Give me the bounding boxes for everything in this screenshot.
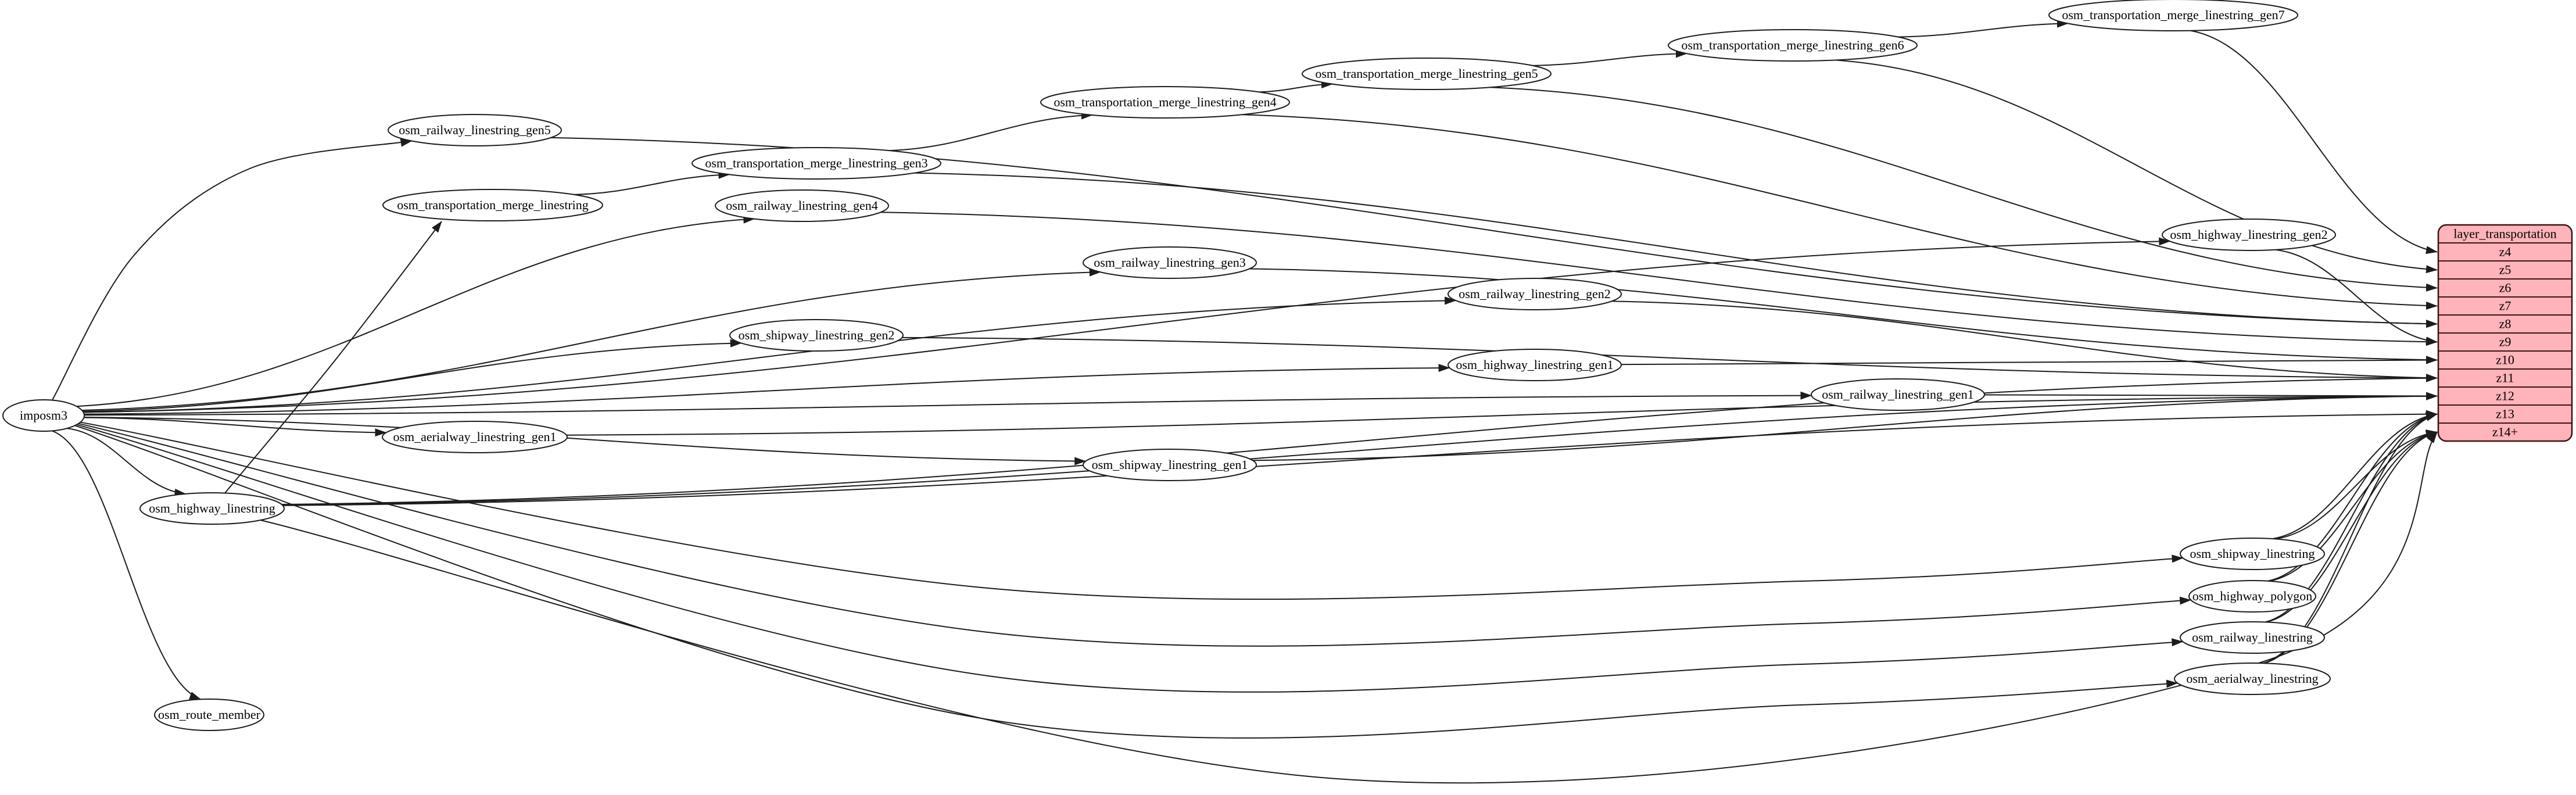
node-label-osm_highway_linestring: osm_highway_linestring [149, 501, 275, 515]
table-row-label-z12: z12 [2496, 388, 2514, 403]
node-osm_shipway_linestring_gen2 [730, 320, 903, 351]
node-label-osm_shipway_linestring_gen1: osm_shipway_linestring_gen1 [1091, 457, 1248, 472]
node-osm_railway_linestring_gen5 [388, 114, 561, 146]
edge-osm_shipway_linestring_gen2-to-layer_transportation.z11 [902, 338, 2437, 378]
node-label-osm_highway_linestring_gen1: osm_highway_linestring_gen1 [1456, 357, 1614, 372]
node-osm_railway_linestring_gen2 [1448, 278, 1621, 310]
edge-osm_railway_linestring_gen3-to-layer_transportation.z10 [1249, 269, 2437, 360]
node-label-osm_aerialway_linestring: osm_aerialway_linestring [2186, 671, 2319, 686]
node-osm_highway_polygon [2189, 581, 2316, 612]
edge-osm_transportation_merge_linestring_gen5-to-osm_transportation_merge_linestring_gen6 [1532, 53, 1687, 66]
node-label-osm_transportation_merge_linestring_gen3: osm_transportation_merge_linestring_gen3 [705, 156, 928, 170]
node-label-osm_aerialway_linestring_gen1: osm_aerialway_linestring_gen1 [393, 429, 557, 444]
node-osm_highway_linestring [140, 493, 284, 524]
node-osm_railway_linestring [2180, 622, 2324, 653]
table-row-label-z5: z5 [2499, 262, 2511, 277]
edge-osm_transportation_merge_linestring_gen7-to-layer_transportation.z4 [2191, 31, 2437, 252]
edge-imposm3-to-osm_highway_linestring [67, 428, 185, 494]
node-osm_shipway_linestring_gen1 [1083, 449, 1256, 481]
edge-osm_transportation_merge_linestring_gen4-to-osm_transportation_merge_linestring_gen5 [1259, 84, 1332, 92]
node-osm_transportation_merge_linestring_gen4 [1041, 87, 1289, 118]
table-row-label-z11: z11 [2496, 370, 2514, 385]
edge-imposm3-to-osm_shipway_linestring_gen1 [84, 417, 1086, 461]
table-row-label-z10: z10 [2496, 352, 2514, 367]
edge-imposm3-to-osm_shipway_linestring [80, 422, 2183, 600]
node-osm_transportation_merge_linestring_gen7 [2049, 0, 2298, 31]
node-imposm3 [3, 400, 84, 431]
node-label-osm_railway_linestring_gen1: osm_railway_linestring_gen1 [1822, 387, 1974, 402]
node-label-osm_railway_linestring_gen2: osm_railway_linestring_gen2 [1459, 287, 1611, 301]
table-layer [2438, 225, 2572, 441]
edge-osm_highway_linestring-to-osm_transportation_merge_linestring [225, 221, 442, 493]
node-osm_highway_linestring_gen2 [2162, 219, 2335, 250]
table-row-label-z8: z8 [2499, 316, 2511, 331]
node-osm_transportation_merge_linestring_gen5 [1302, 58, 1551, 89]
edge-imposm3-to-osm_railway_linestring_gen5 [52, 141, 412, 400]
edge-osm_highway_linestring_gen2-to-layer_transportation.z9 [2275, 250, 2437, 342]
edge-osm_transportation_merge_linestring-to-osm_transportation_merge_linestring_gen3 [574, 174, 729, 195]
node-osm_transportation_merge_linestring_gen6 [1668, 30, 1917, 61]
edge-osm_railway_linestring_gen2-to-layer_transportation.z11 [1612, 301, 2437, 378]
table-row-label-z4: z4 [2499, 244, 2511, 259]
node-osm_railway_linestring_gen4 [715, 190, 888, 221]
node-label-osm_railway_linestring_gen3: osm_railway_linestring_gen3 [1094, 255, 1246, 270]
node-label-osm_shipway_linestring_gen2: osm_shipway_linestring_gen2 [738, 328, 895, 342]
node-label-osm_railway_linestring: osm_railway_linestring [2192, 630, 2313, 644]
node-osm_shipway_linestring [2180, 538, 2324, 570]
edge-osm_highway_linestring-to-layer_transportation.z11 [282, 378, 2437, 504]
table-row-label-z13: z13 [2496, 406, 2514, 421]
edge-osm_transportation_merge_linestring_gen6-to-osm_transportation_merge_linestring_gen7 [1898, 23, 2068, 37]
edge-osm_transportation_merge_linestring_gen4-to-layer_transportation.z7 [1242, 114, 2437, 306]
node-osm_route_member [155, 699, 264, 730]
node-osm_aerialway_linestring_gen1 [382, 421, 567, 453]
edge-osm_highway_linestring-to-layer_transportation.z12 [282, 396, 2437, 505]
node-label-osm_highway_linestring_gen2: osm_highway_linestring_gen2 [2170, 227, 2328, 242]
table-row-label-z6: z6 [2499, 280, 2511, 295]
node-osm_highway_linestring_gen1 [1448, 349, 1621, 381]
node-label-osm_railway_linestring_gen5: osm_railway_linestring_gen5 [399, 123, 551, 137]
edge-imposm3-to-osm_shipway_linestring_gen2 [83, 343, 741, 411]
edge-osm_shipway_linestring-to-layer_transportation.z13 [2272, 414, 2437, 539]
edge-imposm3-to-osm_railway_linestring_gen3 [82, 272, 1101, 410]
table-row-label-z9: z9 [2499, 334, 2511, 349]
edge-osm_transportation_merge_linestring_gen3-to-osm_transportation_merge_linestring_gen4 [889, 115, 1092, 151]
nodes-layer [3, 0, 2335, 730]
edge-imposm3-to-osm_highway_linestring_gen1 [84, 368, 1450, 414]
edge-imposm3-to-osm_railway_linestring_gen4 [77, 219, 754, 407]
table-row-label-z7: z7 [2499, 298, 2511, 313]
node-label-osm_shipway_linestring: osm_shipway_linestring [2190, 546, 2315, 561]
node-label-osm_route_member: osm_route_member [158, 707, 260, 722]
node-osm_railway_linestring_gen3 [1083, 247, 1256, 278]
node-osm_aerialway_linestring [2174, 663, 2330, 694]
node-label-osm_transportation_merge_linestring_gen7: osm_transportation_merge_linestring_gen7 [2062, 8, 2285, 22]
edge-osm_transportation_merge_linestring_gen6-to-layer_transportation.z5 [1835, 60, 2437, 270]
node-label-osm_transportation_merge_linestring: osm_transportation_merge_linestring [397, 198, 589, 212]
node-osm_railway_linestring_gen1 [1811, 379, 1984, 410]
table-layer_transportation [2438, 225, 2572, 441]
node-label-osm_highway_polygon: osm_highway_polygon [2192, 589, 2313, 603]
node-label-osm_railway_linestring_gen4: osm_railway_linestring_gen4 [726, 198, 878, 213]
edge-imposm3-to-osm_railway_linestring_gen1 [84, 396, 1811, 416]
edge-osm_transportation_merge_linestring_gen5-to-layer_transportation.z6 [1490, 87, 2437, 288]
edge-osm_highway_linestring-to-layer_transportation.z13 [283, 414, 2437, 506]
node-label-osm_transportation_merge_linestring_gen6: osm_transportation_merge_linestring_gen6 [1681, 38, 1904, 52]
node-label-osm_transportation_merge_linestring_gen5: osm_transportation_merge_linestring_gen5 [1315, 66, 1538, 81]
edge-imposm3-to-osm_route_member [52, 431, 201, 699]
table-header-label: layer_transportation [2453, 226, 2557, 241]
node-label-osm_transportation_merge_linestring_gen4: osm_transportation_merge_linestring_gen4 [1054, 95, 1277, 109]
node-label-imposm3: imposm3 [20, 408, 67, 422]
table-row-label-z14+: z14+ [2492, 424, 2518, 439]
node-osm_transportation_merge_linestring [383, 189, 603, 221]
node-osm_transportation_merge_linestring_gen3 [692, 148, 941, 179]
edge-osm_highway_linestring-to-layer_transportation.z14+ [260, 432, 2437, 783]
